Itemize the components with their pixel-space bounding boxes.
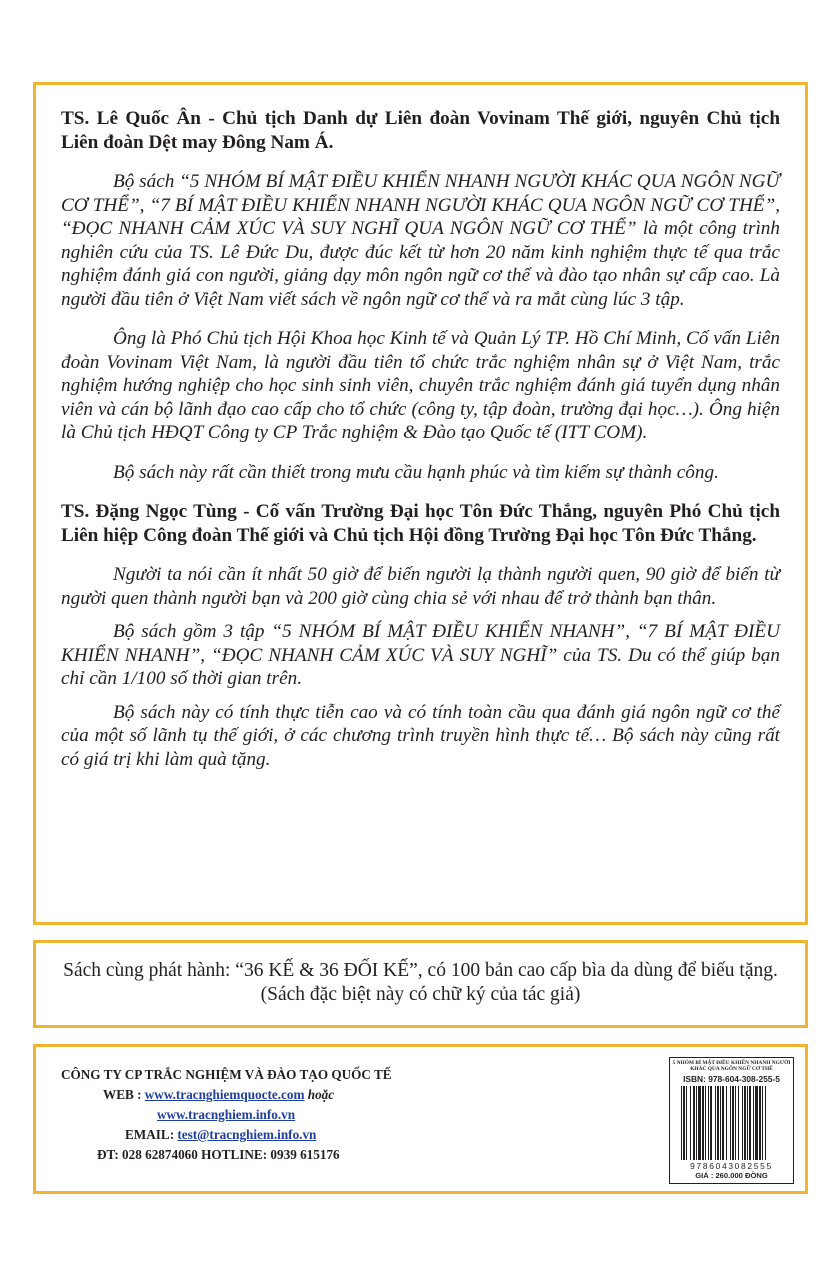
phone-number: 028 62874060 <box>122 1147 198 1162</box>
email-row <box>61 1125 392 1145</box>
web-row-2 <box>61 1105 392 1125</box>
footer-box <box>33 1044 808 1194</box>
isbn-barcode-block <box>669 1057 794 1184</box>
hotline-number: 0939 615176 <box>270 1147 340 1162</box>
email-label: EMAIL: <box>125 1127 175 1142</box>
hotline-label: HOTLINE: <box>201 1147 268 1162</box>
section2-paragraph-2: Bộ sách gồm 3 tập “5 NHÓM BÍ MẬT ĐIỀU KHIỂN NHANH”, “7 BÍ MẬT ĐIỀU KHIỂN NHANH”, “ĐỌC NHANH CẢM XÚC VÀ SUY NGHĨ” của TS. Du có thể giúp bạn chỉ cần 1/100 số thời gian trên. <box>61 621 780 689</box>
isbn-text: ISBN: 978-604-308-255-5 <box>683 1074 780 1085</box>
company-name: CÔNG TY CP TRẮC NGHIỆM VÀ ĐÀO TẠO QUỐC TẾ <box>61 1067 392 1082</box>
web-link-2[interactable]: www.tracnghiem.info.vn <box>157 1107 296 1122</box>
section2-paragraph-3: Bộ sách này có tính thực tiễn cao và có tính toàn cầu qua đánh giá ngôn ngữ cơ thể của một số lãnh tụ thế giới, ở các chương trình truyền hình thực tế… Bộ sách này cũng rất có giá trị khi làm quà tặng. <box>61 701 780 770</box>
section1-paragraph-3: Bộ sách này rất cần thiết trong mưu cầu hạnh phúc và tìm kiếm sự thành công. <box>113 461 719 483</box>
web-or-text: hoặc <box>307 1087 335 1102</box>
price-text: GIÁ : 260.000 ĐỒNG <box>695 1171 768 1181</box>
barcode-number: 9786043082555 <box>690 1161 773 1172</box>
testimonial-box <box>33 82 808 925</box>
barcode-book-title: 5 NHÓM BÍ MẬT ĐIỀU KHIỂN NHANH NGƯỜI KHÁC QUA NGÔN NGỮ CƠ THỂ <box>672 1060 791 1073</box>
section2-paragraph-1: Người ta nói cần ít nhất 50 giờ để biến người lạ thành người quen, 90 giờ để biến từ người quen thành người bạn và 200 giờ cùng chia sẻ với nhau để trở thành bạn thân. <box>61 564 780 609</box>
email-link[interactable]: test@tracnghiem.info.vn <box>177 1127 317 1142</box>
barcode-icon <box>681 1086 786 1160</box>
phone-row <box>61 1145 392 1165</box>
company-info <box>61 1065 392 1165</box>
web-label: WEB : <box>103 1087 142 1102</box>
section1-paragraph-1: Bộ sách “5 NHÓM BÍ MẬT ĐIỀU KHIỂN NHANH NGƯỜI KHÁC QUA NGÔN NGỮ CƠ THỂ”, “7 BÍ MẬT ĐIỀU KHIỂN NHANH NGƯỜI KHÁC QUA NGÔN NGỮ CƠ THỂ”, “ĐỌC NHANH CẢM XÚC VÀ SUY NGHĨ QUA NGÔN NGỮ CƠ THỂ” là một công trình nghiên cứu của TS. Lê Đức Du, được đúc kết từ hơn 20 năm kinh nghiệm thực tế qua trắc nghiệm đánh giá con người, giảng dạy môn ngôn ngữ cơ thể và đào tạo nhân sự cấp cao. Là người đầu tiên ở Việt Nam viết sách về ngôn ngữ cơ thể và ra mắt cùng lúc 3 tập. <box>61 171 780 310</box>
section2-heading: TS. Đặng Ngọc Tùng - Cố vấn Trường Đại học Tôn Đức Thắng, nguyên Phó Chủ tịch Liên hiệp Công đoàn Thế giới và Chủ tịch Hội đồng Trường Đại học Tôn Đức Thắng. <box>61 501 780 546</box>
web-row <box>61 1085 392 1105</box>
phone-label: ĐT: <box>97 1147 119 1162</box>
release-text: Sách cùng phát hành: “36 KẾ & 36 ĐỐI KẾ”, có 100 bản cao cấp bìa da dùng để biếu tặng. (Sách đặc biệt này có chữ ký của tác giả) <box>63 960 778 1005</box>
web-link-1[interactable]: www.tracnghiemquocte.com <box>144 1087 305 1102</box>
section1-heading: TS. Lê Quốc Ân - Chủ tịch Danh dự Liên đoàn Vovinam Thế giới, nguyên Chủ tịch Liên đoàn Dệt may Đông Nam Á. <box>61 108 780 153</box>
release-box <box>33 940 808 1028</box>
section1-paragraph-2: Ông là Phó Chủ tịch Hội Khoa học Kinh tế và Quản Lý TP. Hồ Chí Minh, Cố vấn Liên đoàn Vovinam Việt Nam, là người đầu tiên tổ chức trắc nghiệm nhân sự ở Việt Nam, trắc nghiệm hướng nghiệp cho học sinh sinh viên, chuyên trắc nghiệm đánh giá tuyển dụng nhân viên và cán bộ lãnh đạo cao cấp cho tổ chức (công ty, tập đoàn, trường đại học…). Ông hiện là Chủ tịch HĐQT Công ty CP Trắc nghiệm & Đào tạo Quốc tế (ITT COM). <box>61 328 780 443</box>
